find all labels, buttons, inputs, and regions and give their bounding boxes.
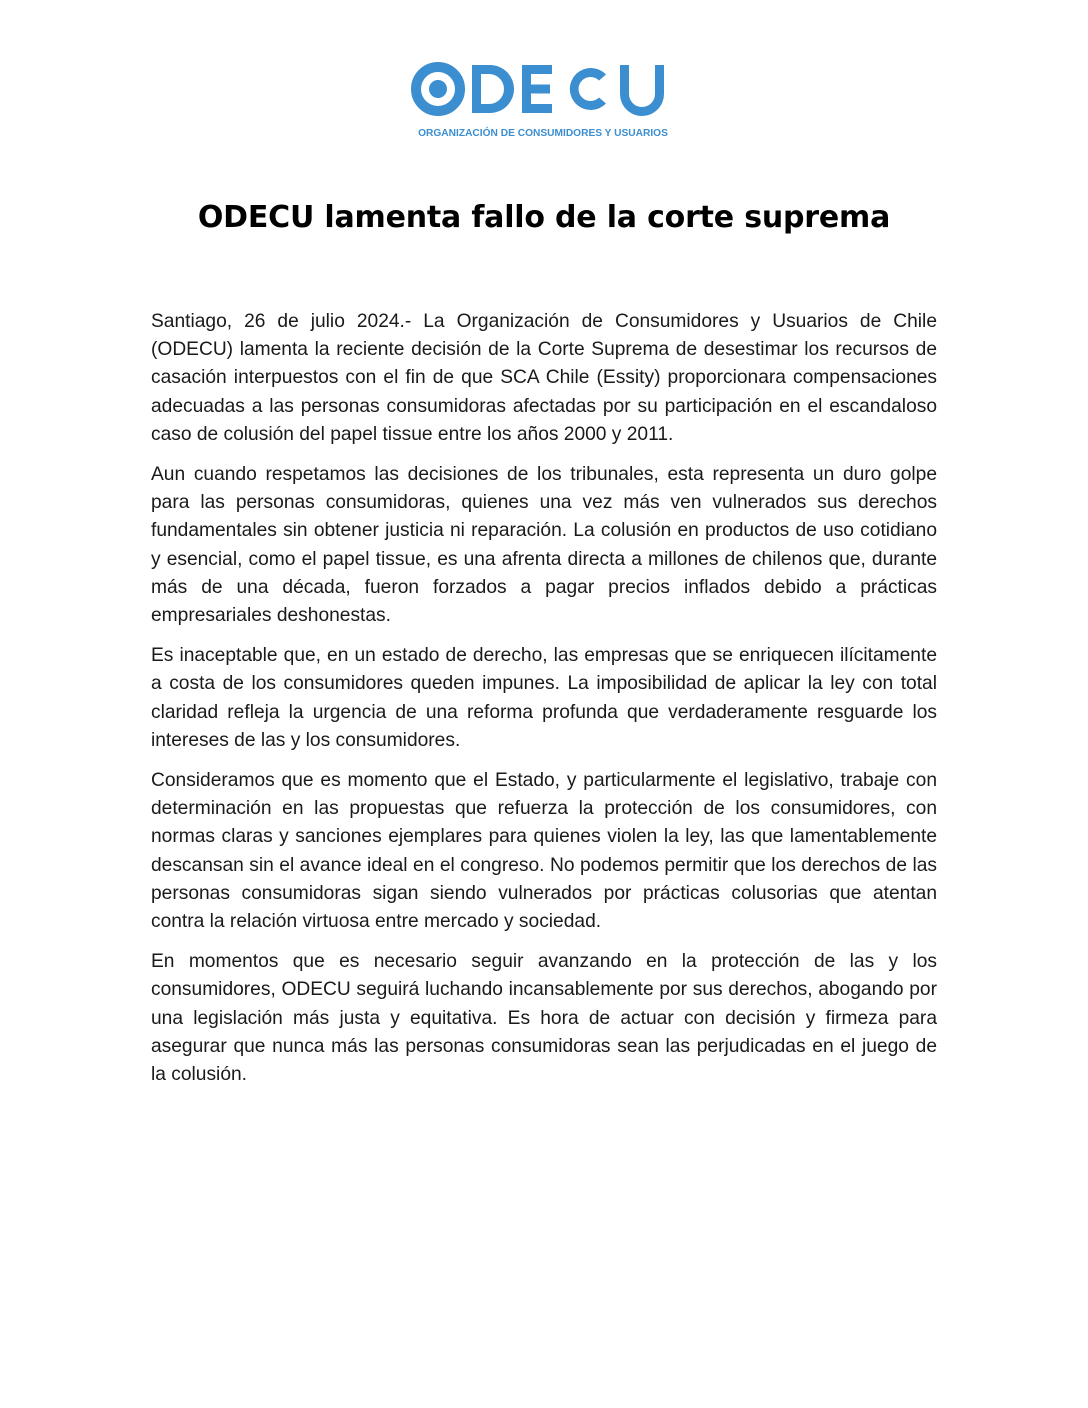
paragraph-3: Es inaceptable que, en un estado de derecho, las empresas que se enriquecen ilícitamente a costa de los consumidores queden impunes. La imposibilidad de aplicar la ley con total claridad refleja la urgencia de una reforma profunda que verdaderamente resguarde los intereses de las y los consumidores.: [151, 645, 937, 751]
odecu-logo: [410, 60, 680, 142]
document-title: ODECU lamenta fallo de la corte suprema: [197, 200, 891, 235]
document-body: [151, 308, 937, 1101]
paragraph-2: Aun cuando respetamos las decisiones de los tribunales, esta representa un duro golpe para las personas consumidoras, quienes una vez más ven vulnerados sus derechos fundamentales sin obtener justicia ni reparación. La colusión en productos de uso cotidiano y esencial, como el papel tissue, es una afrenta directa a millones de chilenos que, durante más de una década, fueron forzados a pagar precios inflados debido a prácticas empresariales deshonestas.: [151, 464, 937, 627]
paragraph-4: Consideramos que es momento que el Estado, y particularmente el legislativo, trabaje con determinación en las propuestas que refuerza la protección de los consumidores, con normas claras y sanciones ejemplares para quienes violen la ley, las que lamentablemente descansan sin el avance ideal en el congreso. No podemos permitir que los derechos de las personas consumidoras sigan siendo vulnerados por prácticas colusorias que atentan contra la relación virtuosa entre mercado y sociedad.: [151, 770, 937, 933]
paragraph-1: Santiago, 26 de julio 2024.- La Organización de Consumidores y Usuarios de Chile (ODECU) lamenta la reciente decisión de la Corte Suprema de desestimar los recursos de casación interpuestos con el fin de que SCA Chile (Essity) proporcionara compensaciones adecuadas a las personas consumidoras afectadas por su participación en el escandaloso caso de colusión del papel tissue entre los años 2000 y 2011.: [151, 311, 937, 445]
svg-text:ODECU: ODECU: [410, 60, 414, 61]
logo-dot-icon: [429, 80, 447, 98]
paragraph-5: En momentos que es necesario seguir avanzando en la protección de las y los consumidores, ODECU seguirá luchando incansablemente por sus derechos, abogando por una legislación más justa y equitativa. Es hora de actuar con decisión y firmeza para asegurar que nunca más las personas consumidoras sean las perjudicadas en el juego de la colusión.: [151, 951, 937, 1086]
logo-tagline: ORGANIZACIÓN DE CONSUMIDORES Y USUARIOS: [418, 128, 668, 139]
odecu-logo-graphic: [410, 60, 680, 142]
